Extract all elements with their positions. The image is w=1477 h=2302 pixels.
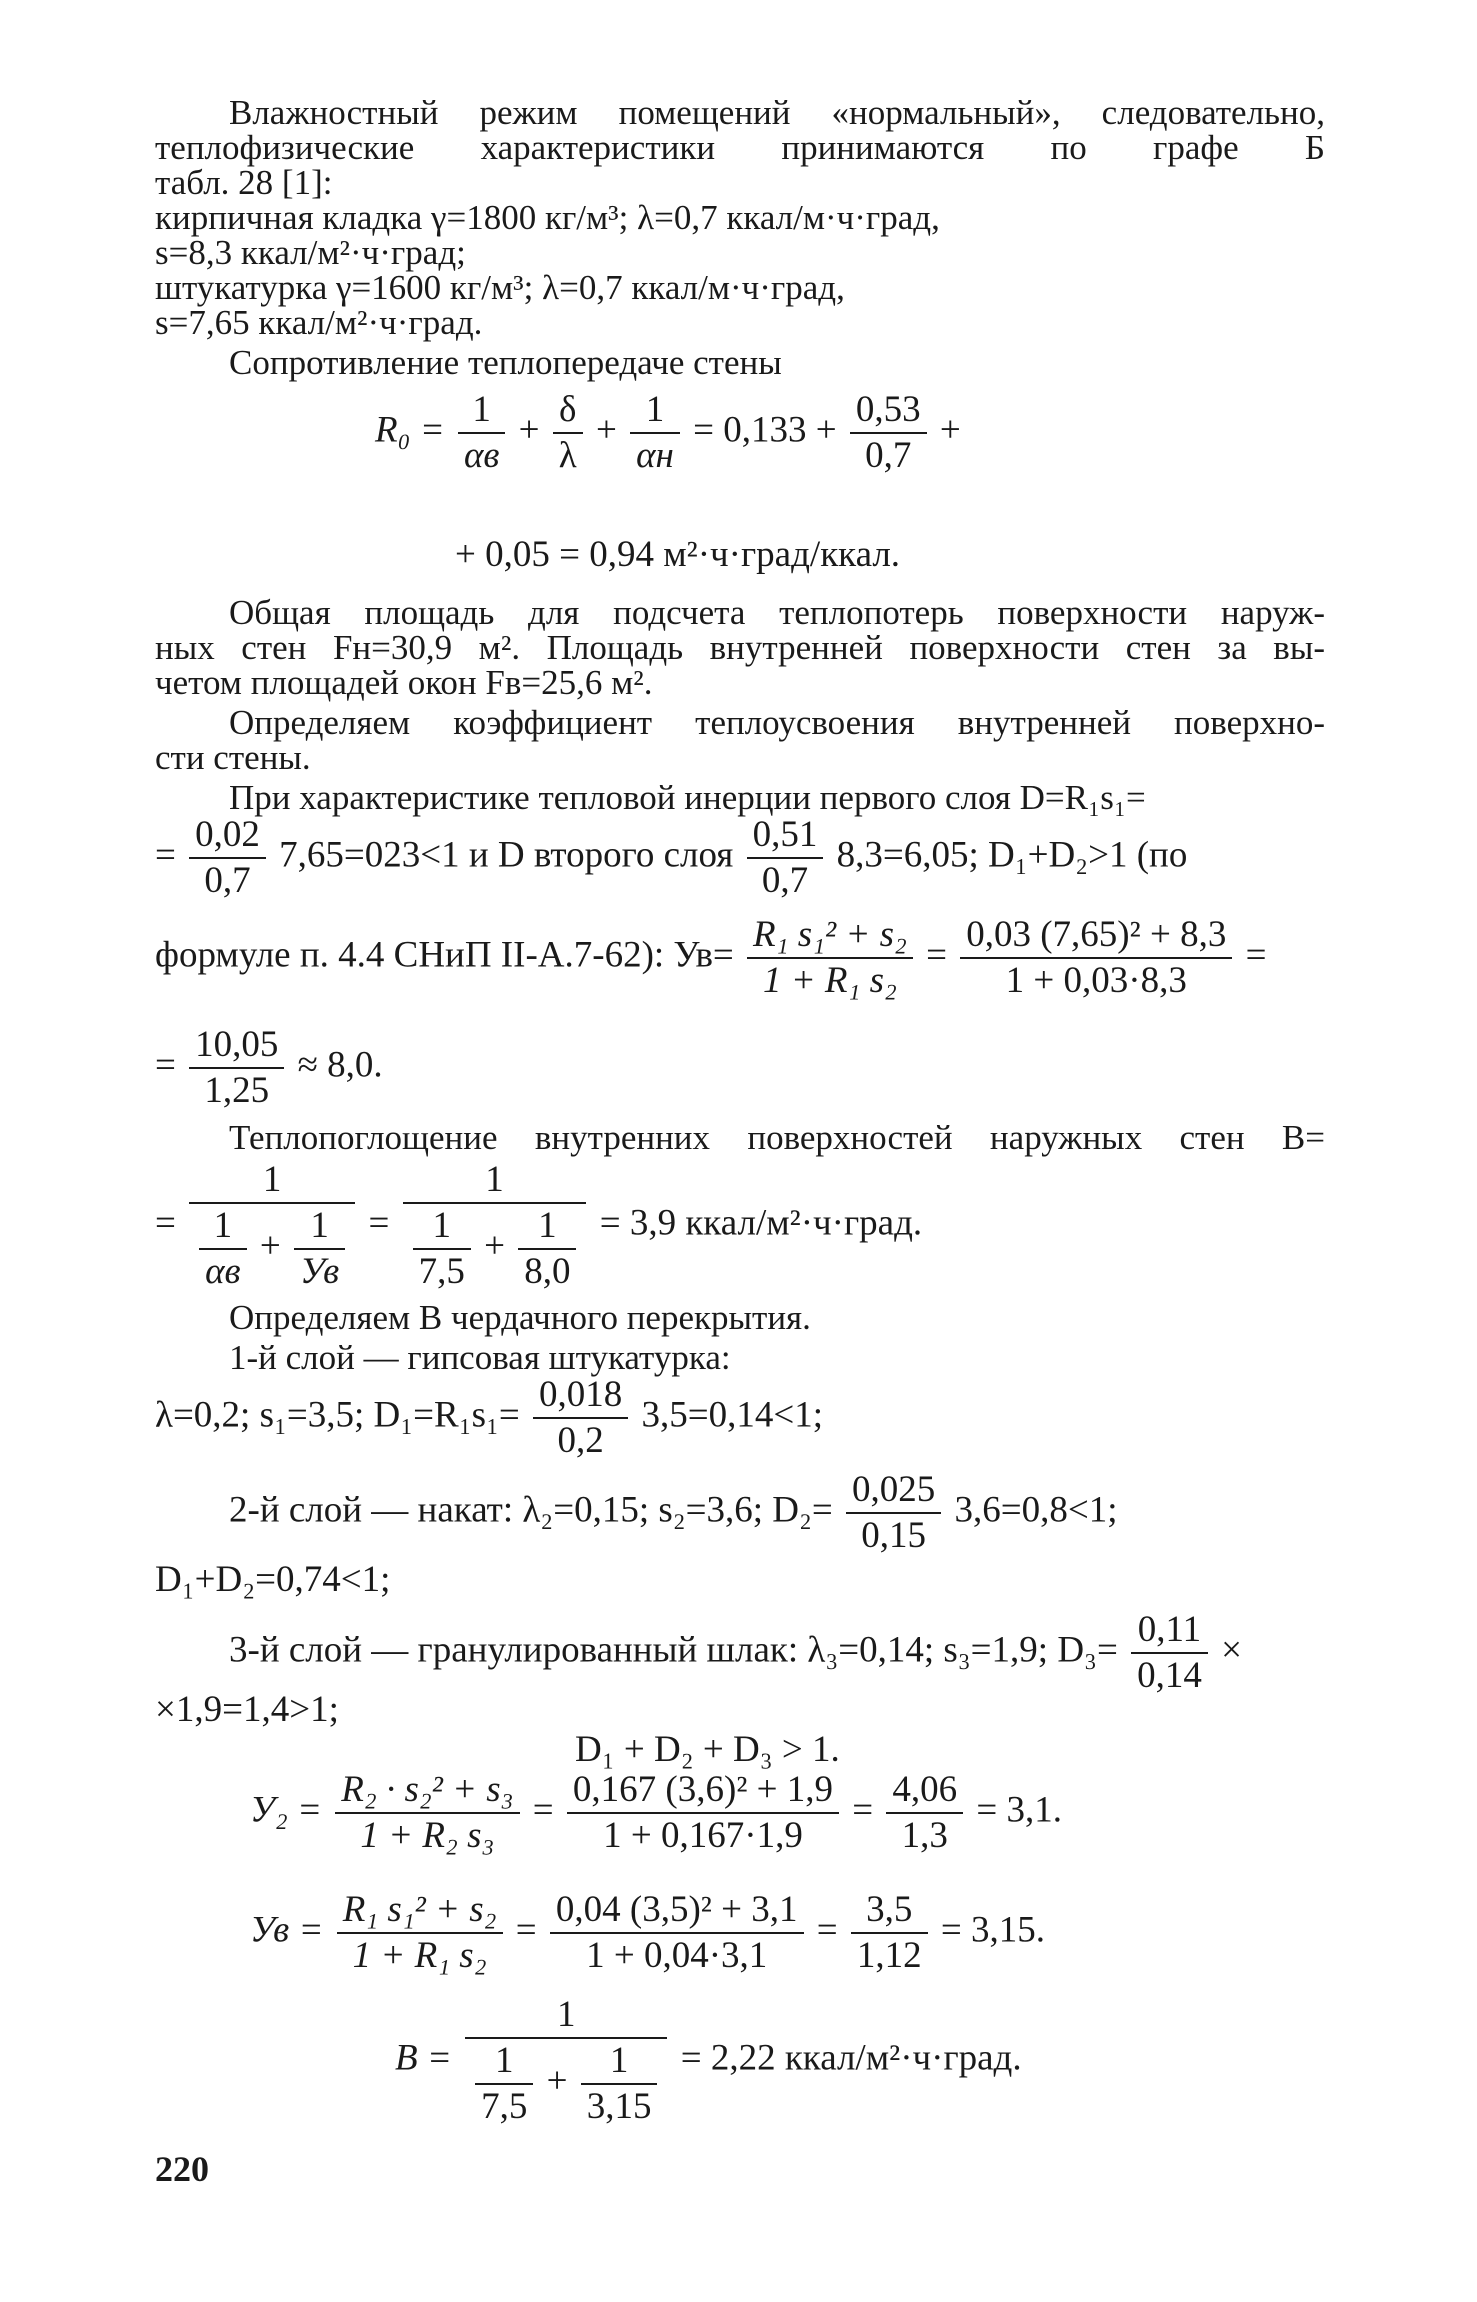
formula-r0-line2: + 0,05 = 0,94 м²·ч·град/ккал. — [455, 534, 901, 575]
formula-yb — [250, 1890, 1045, 1976]
formula-part: = — [532, 1789, 554, 1831]
fraction — [846, 1470, 941, 1556]
fraction — [550, 1890, 804, 1976]
fraction — [581, 2041, 658, 2127]
formula-b-attic — [395, 1995, 1022, 2127]
formula-part: формуле п. 4.4 СНиП II-А.7-62): Ув= — [155, 934, 734, 976]
numerator: 1 — [189, 1160, 355, 1204]
formula-part: = 3,9 ккал/м²·ч·град. — [599, 1202, 923, 1244]
formula-part: + — [546, 2060, 568, 2102]
fraction — [413, 1206, 471, 1292]
numerator: 1 — [630, 390, 680, 434]
numerator: δ — [553, 390, 583, 434]
denominator: 1 + R₁ s₂ — [762, 960, 897, 1001]
denominator: 7,5 — [418, 1251, 465, 1292]
text-line: табл. 28 [1]: — [155, 163, 333, 202]
numerator: 0,11 — [1131, 1610, 1208, 1654]
numerator: 1 — [294, 1206, 345, 1250]
numerator: 4,06 — [886, 1770, 963, 1814]
text-line: теплофизические характеристики принимаются по графе Б — [155, 128, 1325, 167]
fraction — [960, 915, 1232, 1001]
text-line: четом площадей окон Fв=25,6 м². — [155, 663, 653, 702]
formula-yv — [155, 915, 1266, 1001]
fraction — [294, 1206, 345, 1292]
formula-part: = — [852, 1789, 874, 1831]
denominator: λ — [558, 435, 577, 476]
fraction — [1131, 1610, 1208, 1696]
denominator: 1,25 — [204, 1070, 270, 1111]
denominator: 0,14 — [1137, 1655, 1202, 1696]
formula-part: = 3,1. — [976, 1789, 1063, 1831]
formula-part: × — [1221, 1629, 1242, 1671]
denominator: 1 + R₁ s₂ — [352, 1935, 487, 1976]
fraction — [335, 1770, 519, 1856]
fraction — [553, 390, 583, 476]
formula-part: 3-й слой — гранулированный шлак: λ₃=0,14; s₃=1,9; D₃= — [229, 1629, 1118, 1671]
formula-part: 3,5=0,14<1; — [641, 1394, 824, 1436]
denominator — [465, 2039, 667, 2127]
formula-part: = 3,15. — [940, 1909, 1045, 1951]
formula-part: = — [155, 1044, 176, 1086]
denominator: 0,7 — [204, 860, 251, 901]
numerator: 0,03 (7,65)² + 8,3 — [960, 915, 1232, 959]
numerator: 0,018 — [533, 1375, 628, 1419]
numerator: 1 — [581, 2041, 658, 2085]
formula-r0 — [375, 390, 961, 476]
fraction — [475, 2041, 533, 2127]
formula-part: ≈ 8,0. — [297, 1044, 383, 1086]
fraction — [189, 1160, 355, 1292]
numerator: R₂ · s₂² + s₃ — [335, 1770, 519, 1814]
text-line: При характеристике тепловой инерции первого слоя D=R₁s₁= — [229, 778, 1146, 817]
formula-part: = — [1245, 934, 1267, 976]
numerator: 0,02 — [189, 815, 266, 859]
formula-part: = 0,133 + — [693, 409, 837, 451]
formula-part: = — [816, 1909, 838, 1951]
text-line: Общая площадь для подсчета теплопотерь поверхности наруж- — [229, 593, 1325, 632]
fraction — [886, 1770, 963, 1856]
fraction — [533, 1375, 628, 1461]
formula-part: + — [259, 1225, 281, 1267]
numerator: 10,05 — [189, 1025, 284, 1069]
numerator: R₁ s₁² + s₂ — [337, 1890, 503, 1934]
denominator: 1 + R₂ s₃ — [360, 1815, 495, 1856]
formula-d — [155, 815, 1187, 901]
formula-d-sum: D₁ + D₂ + D₃ > 1. — [575, 1729, 840, 1770]
denominator: αв — [205, 1251, 241, 1292]
text-line: Теплопоглощение внутренних поверхностей наружных стен B= — [229, 1118, 1325, 1157]
formula-part: R₀ = — [375, 409, 445, 451]
denominator: 7,5 — [481, 2086, 528, 2127]
formula-layer3 — [229, 1610, 1242, 1696]
numerator: 3,5 — [851, 1890, 928, 1934]
formula-part: 7,65=023<1 и D второго слоя — [279, 834, 734, 876]
formula-part: B = — [395, 2037, 452, 2079]
formula-layer3-line2: ×1,9=1,4>1; — [155, 1689, 339, 1730]
numerator: 0,51 — [747, 815, 824, 859]
denominator: 0,7 — [865, 435, 912, 476]
numerator: 0,04 (3,5)² + 3,1 — [550, 1890, 804, 1934]
numerator: 1 — [403, 1160, 587, 1204]
denominator: 0,15 — [861, 1515, 927, 1556]
text-line: 1-й слой — гипсовая штукатурка: — [229, 1338, 731, 1377]
numerator: R₁ s₁² + s₂ — [747, 915, 913, 959]
formula-part: = — [155, 1202, 176, 1244]
numerator: 0,025 — [846, 1470, 941, 1514]
text-line: Влажностный режим помещений «нормальный», следовательно, — [229, 93, 1325, 132]
denominator — [403, 1204, 587, 1292]
formula-b-walls — [155, 1160, 922, 1292]
formula-part: + — [939, 409, 961, 451]
formula-part: = — [926, 934, 947, 976]
numerator: 1 — [458, 390, 505, 434]
formula-part: = — [155, 834, 176, 876]
denominator — [189, 1204, 355, 1292]
fraction — [337, 1890, 503, 1976]
formula-layer2-sum: D₁+D₂=0,74<1; — [155, 1559, 391, 1600]
formula-part: У₂ = — [250, 1789, 322, 1831]
denominator: 0,7 — [761, 860, 809, 901]
text-line: кирпичная кладка γ=1800 кг/м³; λ=0,7 ккал/м·ч·град, — [155, 198, 940, 237]
formula-part: 8,3=6,05; D₁+D₂>1 (по — [836, 834, 1188, 876]
denominator: 1 + 0,167·1,9 — [603, 1815, 803, 1856]
formula-layer1 — [155, 1375, 823, 1461]
fraction — [189, 1025, 284, 1111]
fraction — [567, 1770, 839, 1856]
fraction — [518, 1206, 576, 1292]
fraction — [403, 1160, 587, 1292]
denominator: αв — [463, 435, 500, 476]
formula-part: = — [515, 1909, 537, 1951]
fraction — [747, 915, 913, 1001]
denominator: 0,2 — [557, 1420, 604, 1461]
fraction — [850, 390, 927, 476]
text-line: s=8,3 ккал/м²·ч·град; — [155, 233, 466, 272]
formula-layer2 — [229, 1470, 1118, 1556]
formula-part: + — [518, 409, 540, 451]
formula-part: + — [484, 1225, 505, 1267]
text-line: штукатурка γ=1600 кг/м³; λ=0,7 ккал/м·ч·град, — [155, 268, 845, 307]
text-line: s=7,65 ккал/м²·ч·град. — [155, 303, 483, 342]
formula-part: λ=0,2; s₁=3,5; D₁=R₁s₁= — [155, 1394, 520, 1436]
text-line: сти стены. — [155, 738, 311, 777]
numerator: 0,167 (3,6)² + 1,9 — [567, 1770, 839, 1814]
formula-part: 2-й слой — накат: λ₂=0,15; s₂=3,6; D₂= — [229, 1489, 833, 1531]
denominator: Ув — [299, 1251, 340, 1292]
text-line: Определяем B чердачного перекрытия. — [229, 1298, 811, 1337]
denominator: 8,0 — [524, 1251, 571, 1292]
text-line: Определяем коэффициент теплоусвоения внутренней поверхно- — [229, 703, 1325, 742]
text-line: ных стен Fн=30,9 м². Площадь внутренней поверхности стен за вы- — [155, 628, 1325, 667]
fraction — [851, 1890, 928, 1976]
fraction — [458, 390, 505, 476]
numerator: 1 — [518, 1206, 576, 1250]
fraction — [747, 815, 824, 901]
numerator: 1 — [413, 1206, 471, 1250]
fraction — [630, 390, 680, 476]
fraction — [465, 1995, 667, 2127]
denominator: 1,3 — [901, 1815, 948, 1856]
fraction — [189, 815, 266, 901]
formula-part: Ув = — [250, 1909, 324, 1951]
numerator: 1 — [465, 1995, 667, 2039]
formula-part: = — [368, 1202, 390, 1244]
denominator: 1,12 — [856, 1935, 922, 1976]
formula-part: = 2,22 ккал/м²·ч·град. — [680, 2037, 1022, 2079]
denominator: 1 + 0,03·8,3 — [1005, 960, 1187, 1001]
numerator: 0,53 — [850, 390, 927, 434]
formula-part: + — [596, 409, 617, 451]
denominator: αн — [636, 435, 674, 476]
denominator: 3,15 — [586, 2086, 652, 2127]
page-number: 220 — [155, 2149, 209, 2189]
numerator: 1 — [199, 1206, 246, 1250]
fraction — [199, 1206, 246, 1292]
formula-part: 3,6=0,8<1; — [954, 1489, 1118, 1531]
numerator: 1 — [475, 2041, 533, 2085]
formula-yv-result — [155, 1025, 383, 1111]
denominator: 1 + 0,04·3,1 — [586, 1935, 768, 1976]
formula-y2 — [250, 1770, 1062, 1856]
text-line: Сопротивление теплопередаче стены — [229, 343, 782, 382]
